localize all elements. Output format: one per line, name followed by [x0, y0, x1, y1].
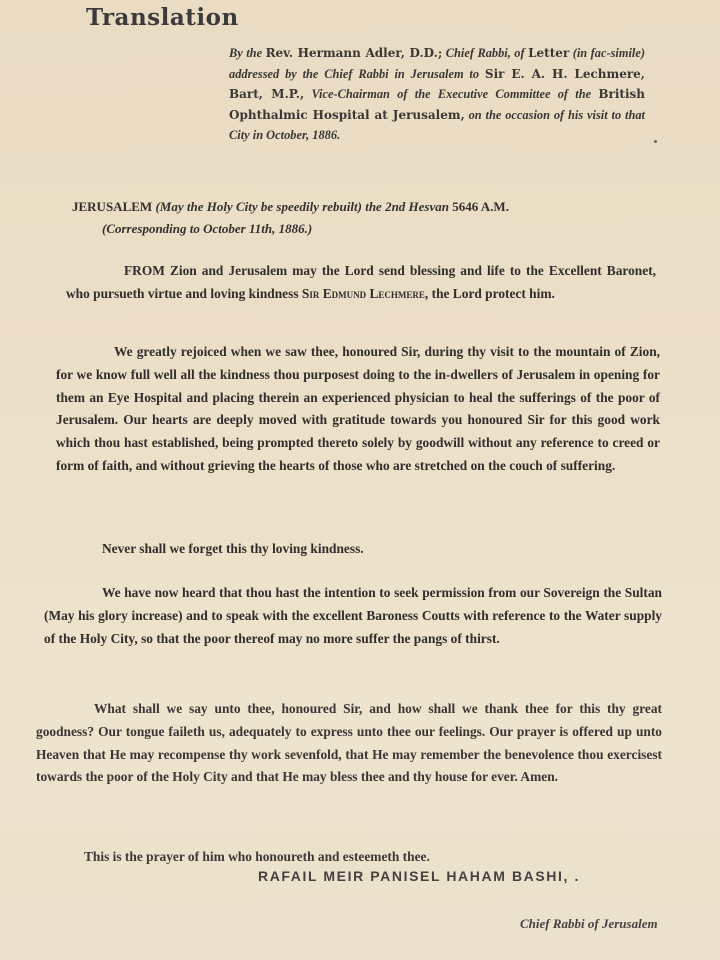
hospital-name: British Ophthalmic Hospital at Jerusalem,: [229, 87, 646, 122]
signature-name: RAFAIL MEIR PANISEL HAHAM BASHI, .: [258, 868, 580, 884]
paragraph-never-forget: Never shall we forget this thy loving kindness.: [102, 541, 364, 556]
document-title: Translation: [86, 4, 239, 31]
preamble-text: Vice-Chairman of the Executive Committee of the: [304, 87, 599, 101]
preamble-text: Chief Rabbi, of: [442, 46, 529, 60]
addressee-name: Sir Edmund Lechmere,: [301, 285, 429, 301]
paper-speck: [654, 140, 657, 143]
paragraph-water-supply: We have now heard that thou hast the intention to seek permission from our Sovereign the Sultan (May his glory increase) and to speak with the excellent Baroness Coutts with reference to the Water supply of the Holy City, so that the poor thereof may no more suffer the pangs of thirst.: [44, 585, 662, 646]
preamble-text: on the occasion of his visit to that City in October, 1886.: [229, 107, 645, 142]
author-name: Rev. Hermann Adler, D.D.;: [265, 46, 443, 60]
paragraph-text: the Lord protect him.: [428, 285, 555, 301]
letter-label: Letter: [528, 46, 570, 60]
preamble-text: By the: [229, 46, 266, 60]
paragraph-text: FROM Zion and Jerusalem may the Lord send blessing and life to the Excellent Baronet, who pursueth virtue and loving kindness: [66, 263, 656, 301]
paragraph-prayer: What shall we say unto thee, honoured Sir, and how shall we thank thee for this thy great goodness? Our tongue faileth us, adequately to express unto thee our feelings. Our prayer is offered up unto Heaven that He may recompense thy work sevenfold, that He may remember the benevolence thou exercisest towards the poor of the Holy City and that He may bless thee and thy house for ever. Amen.: [36, 701, 662, 785]
dateline-corresponding: (Corresponding to October 11th, 1886.): [102, 221, 313, 236]
dateline-place: JERUSALEM: [72, 199, 153, 214]
paragraph-gratitude: We greatly rejoiced when we saw thee, honoured Sir, during thy visit to the mountain of Zion, for we know full well all the kindness thou purposest doing to the in-dwellers of Jerusalem in opening for them an Eye Hospital and placing therein an experienced physician to heal the sufferings of the poor of Jerusalem. Our hearts are deeply moved with gratitude towards you honoured Sir for this good work which thou hast established, being prompted thereto solely by goodwill without any reference to creed or form of faith, and without grieving the hearts of those who are stretched on the couch of suffering.: [56, 344, 660, 473]
preamble: [229, 43, 645, 146]
recipient-name: Sir E. A. H. Lechmere, Bart, M.P.,: [229, 66, 645, 101]
dateline: [72, 196, 662, 240]
preamble-text: (in fac-simile) addressed by the Chief Rabbi in Jerusalem to: [229, 46, 646, 81]
paragraph-salutation: [66, 260, 656, 306]
dateline-era: A.M.: [478, 199, 509, 214]
dateline-parenthetical: (May the Holy City be speedily rebuilt) the 2nd Hesvan: [152, 199, 453, 214]
dateline-year: 5646: [452, 199, 479, 214]
paragraph-closing: This is the prayer of him who honoureth and esteemeth thee.: [84, 849, 430, 864]
signature-title: Chief Rabbi of Jerusalem: [520, 916, 658, 931]
